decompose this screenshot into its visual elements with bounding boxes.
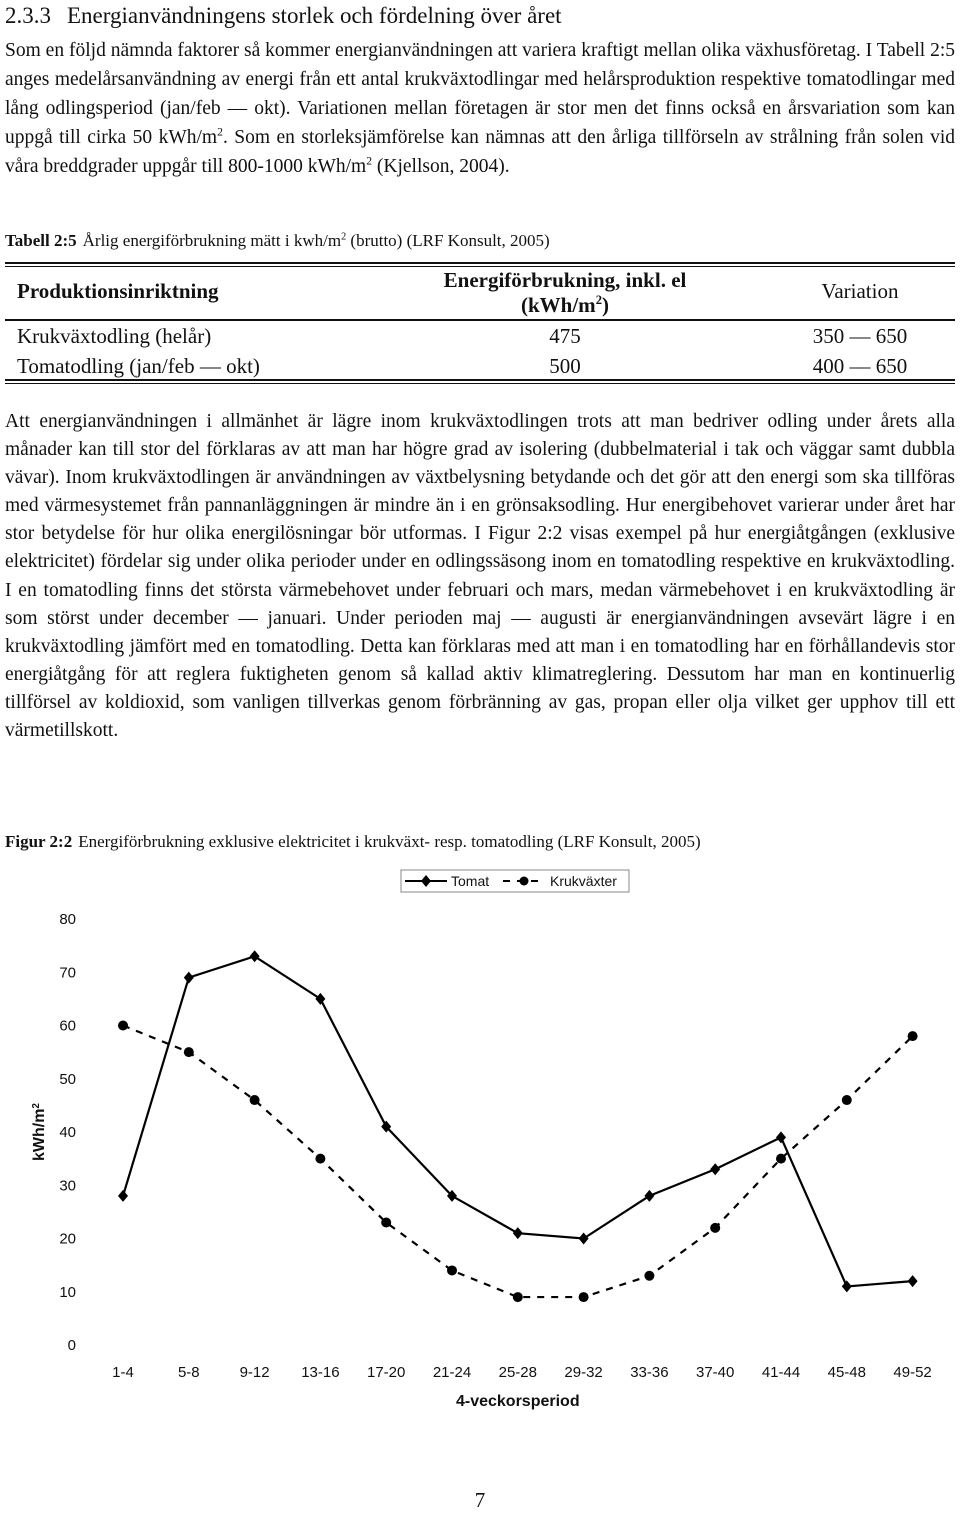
- y-tick-label: 40: [59, 1124, 76, 1141]
- page-number: 7: [474, 1488, 486, 1512]
- data-point-tomat: [250, 950, 260, 962]
- x-tick-label: 33-36: [630, 1364, 669, 1381]
- section-title: Energianvändningens storlek och fördelning över året: [67, 3, 562, 28]
- x-tick-label: 41-44: [761, 1364, 801, 1381]
- superscript: 2: [341, 231, 347, 243]
- section-number: 2.3.3: [5, 3, 51, 28]
- y-tick-label: 20: [59, 1230, 76, 1248]
- table-rule-top-double: [5, 266, 955, 267]
- paragraph-intro: [5, 36, 955, 181]
- table-rule-bottom: [5, 379, 955, 381]
- x-axis-title: 4-veckorsperiod: [455, 1393, 580, 1410]
- data-point-krukväxter: [710, 1223, 720, 1233]
- header-variation: Variation: [821, 279, 899, 303]
- header-energy-line2: [415, 293, 715, 318]
- data-point-tomat: [513, 1227, 523, 1239]
- figure-caption-label: Figur 2:2: [5, 832, 73, 851]
- paragraph-discussion: Att energianvändningen i allmänhet är lägre inom krukväxtodlingen trots att man bedriver odling under årets alla månader kan till stor del förklaras av att man har högre grad av isolering (dubbelmaterial i tak och väggar samt dubbla vävar). Inom krukväxtodlingen är användningen av växtbelysning betydande och det gör att den energi som ska tillföras med värmesystemet från pannanläggningen är mindre än i en grönsaksodling. Hur energibehovet varierar under året har stor betydelse för hur olika energilösningar bör utformas. I Figur 2:2 visas exempel på hur energiåtgången (exklusive elektricitet) fördelar sig under olika perioder under en odlingssäsong inom en tomatodling respektive en krukväxtodling. I en tomatodling finns det största värmebehovet under februari och mars, medan värmebehovet i en krukväxtodling är som störst under december — januari. Under perioden maj — augusti är energianvändningen avsevärt lägre i en krukväxtodling jämfört med en tomatodling. Detta kan förklaras med att man i en tomatodling har en förhållandevis stor energiåtgång för att reglera fuktigheten genom så kallad aktiv klimatreglering. Dessutom har man en kontinuerlig tillförsel av koldioxid, som vanligen tillverkas genom förbränning av gas, propan eller olja vilket ger upphov till ett värmetillskott.: [5, 411, 955, 742]
- y-tick-label: 50: [59, 1070, 76, 1088]
- data-point-tomat: [908, 1275, 918, 1287]
- table-rule-bottom-double: [5, 383, 955, 384]
- x-tick-label: 1-4: [112, 1364, 134, 1381]
- legend-label-krukväxter: Krukväxter: [550, 873, 617, 889]
- x-tick-label: 9-12: [239, 1364, 270, 1381]
- data-point-tomat: [644, 1190, 654, 1202]
- x-tick-label: 25-28: [498, 1364, 537, 1381]
- data-point-krukväxter: [184, 1047, 194, 1057]
- figure-caption: [5, 832, 701, 852]
- series-line-krukväxter: [123, 1026, 913, 1298]
- data-point-tomat: [776, 1131, 786, 1143]
- x-tick-label: 13-16: [301, 1364, 340, 1381]
- paragraph-intro-text-c: (Kjellson, 2004).: [372, 156, 510, 177]
- x-tick-label: 45-48: [827, 1364, 866, 1381]
- data-point-krukväxter: [579, 1292, 589, 1302]
- x-tick-label: 5-8: [177, 1364, 200, 1381]
- table-cell-name: Tomatodling (jan/feb — okt): [17, 354, 260, 378]
- y-axis-title-sup: 2: [30, 1102, 42, 1109]
- x-tick-label: 49-52: [893, 1364, 932, 1381]
- data-point-tomat: [842, 1280, 852, 1292]
- data-point-krukväxter: [644, 1271, 654, 1281]
- table-cell-value: 475: [549, 324, 581, 348]
- data-point-tomat: [315, 993, 325, 1005]
- superscript: 2: [595, 293, 602, 307]
- table-cell-name: Krukväxtodling (helår): [17, 324, 212, 348]
- data-point-krukväxter: [315, 1154, 325, 1164]
- data-point-krukväxter: [118, 1021, 128, 1031]
- table-caption-rest: (brutto) (LRF Konsult, 2005): [346, 231, 550, 250]
- table-rule-top: [5, 262, 955, 264]
- paragraph-intro-text-a: Som en följd nämnda faktorer så kommer energianvändningen att variera kraftigt mellan olika växhusföretag. I Tabell 2:5 anges medelårsanvändning av energi från ett antal krukväxtodlingar med helårsproduktion respektive tomatodlingar med lång odlingsperiod (jan/feb — okt). Variationen mellan företagen är stor men det finns också en årsvariation som kan uppgå till cirka 50 kWh/m: [5, 40, 955, 148]
- y-tick-label: 0: [67, 1337, 76, 1354]
- data-point-krukväxter: [513, 1292, 523, 1302]
- data-point-krukväxter: [776, 1154, 786, 1164]
- table-caption: [5, 231, 550, 251]
- legend-label-tomat: Tomat: [451, 873, 490, 889]
- superscript: 2: [217, 125, 223, 139]
- data-point-krukväxter: [250, 1095, 260, 1105]
- section-heading: [5, 0, 562, 32]
- legend-marker-krukväxter: [520, 877, 529, 886]
- y-tick-label: 80: [59, 911, 76, 928]
- x-tick-label: 21-24: [432, 1364, 472, 1381]
- table-caption-label: Tabell 2:5: [5, 231, 77, 250]
- paragraph-intro-text-b: . Som en storleksjämförelse kan nämnas att den årliga tillförseln av strålning från solen vid våra breddgrader uppgår till 800-1000 kWh/m: [5, 127, 955, 177]
- x-tick-label: 29-32: [564, 1364, 603, 1381]
- y-axis-title: kWh/$m^2$: [30, 1102, 48, 1162]
- x-tick-label: 37-40: [696, 1364, 735, 1381]
- figure-caption-text: Energiförbrukning exklusive elektricitet i krukväxt- resp. tomatodling (LRF Konsult, 2005): [78, 832, 701, 851]
- data-point-tomat: [118, 1190, 128, 1202]
- data-point-krukväxter: [908, 1031, 918, 1041]
- energy-line-chart: [0, 860, 960, 1450]
- y-tick-label: 10: [59, 1283, 76, 1301]
- y-tick-label: 30: [59, 1177, 76, 1195]
- table-rule-mid: [5, 319, 955, 321]
- header-energy-unit-close: ): [601, 293, 609, 317]
- header-energy-unit: (kWh/m: [521, 293, 596, 317]
- y-tick-label: 70: [59, 964, 76, 982]
- data-point-tomat: [184, 972, 194, 984]
- x-tick-label: 17-20: [367, 1364, 406, 1381]
- data-point-tomat: [710, 1163, 720, 1175]
- header-energy-line1: Energiförbrukning, inkl. el: [443, 268, 687, 292]
- superscript: 2: [366, 154, 373, 168]
- data-point-krukväxter: [842, 1095, 852, 1105]
- data-point-krukväxter: [447, 1265, 457, 1275]
- chart-svg: [0, 860, 960, 1450]
- data-point-krukväxter: [381, 1218, 391, 1228]
- y-tick-label: 60: [59, 1017, 76, 1035]
- table-caption-text: Årlig energiförbrukning mätt i kwh/m: [82, 231, 342, 250]
- table-cell-variation: 400 — 650: [812, 354, 908, 378]
- header-production: Produktionsinriktning: [17, 279, 219, 303]
- table-cell-value: 500: [549, 354, 581, 378]
- table-cell-variation: 350 — 650: [812, 324, 908, 348]
- data-point-tomat: [579, 1233, 589, 1245]
- header-energy: [415, 268, 715, 318]
